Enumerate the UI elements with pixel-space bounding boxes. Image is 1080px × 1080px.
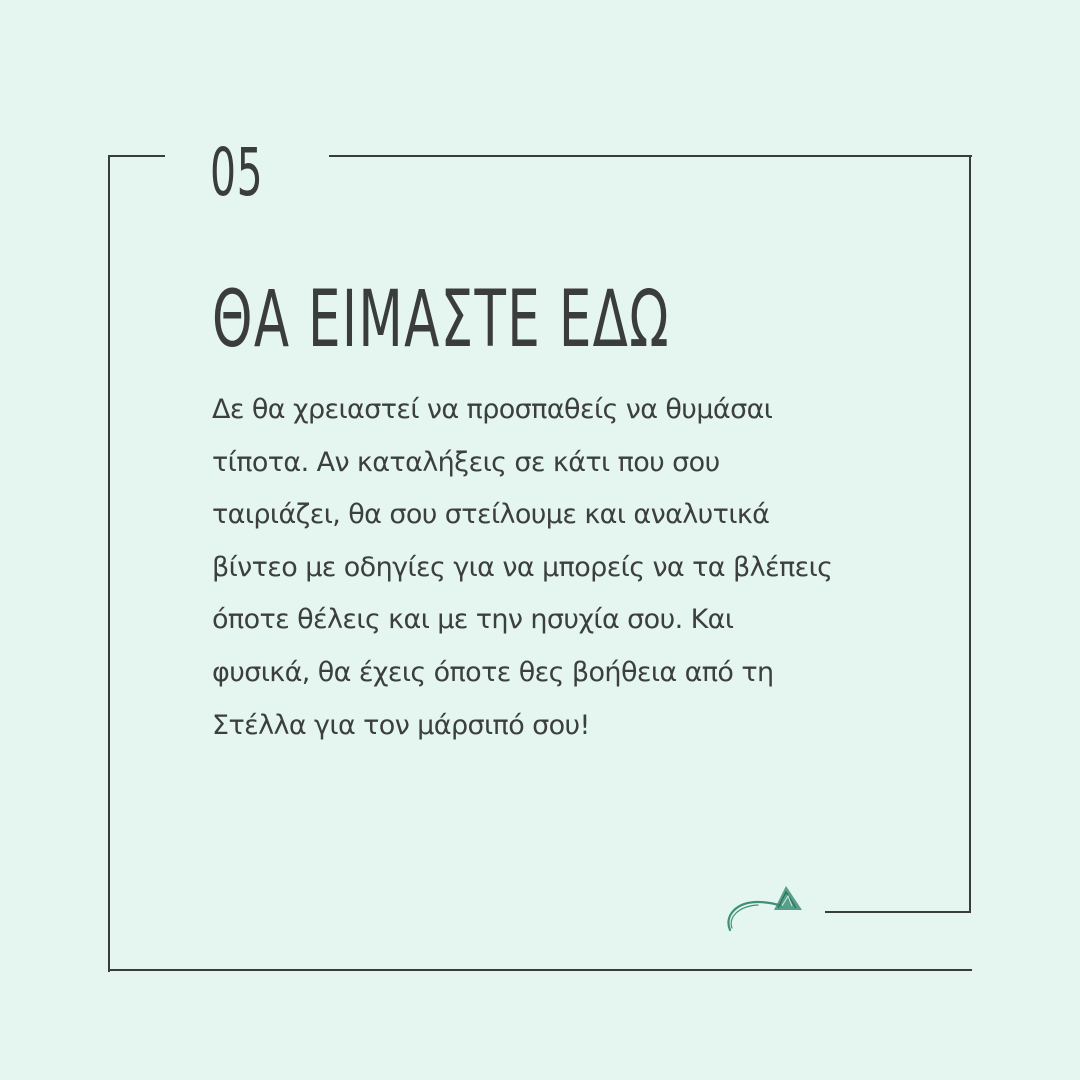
body-line: τίποτα. Αν καταλήξεις σε κάτι που σου (212, 446, 720, 478)
body-line: φυσικά, θα έχεις όποτε θες βοήθεια από τη (212, 656, 774, 688)
body-line: βίντεο με οδηγίες για να μπορείς να τα βλέπεις (212, 551, 833, 583)
frame-top-right-line (329, 155, 972, 157)
page-title: ΘΑ ΕΙΜΑΣΤΕ ΕΔΩ (212, 275, 670, 365)
body-line: όποτε θέλεις και με την ησυχία σου. Και (212, 604, 734, 636)
body-paragraph (212, 384, 902, 752)
curved-arrow-right-icon[interactable] (722, 880, 806, 936)
body-line: Στέλλα για τον μάρσιπό σου! (212, 709, 590, 741)
step-number: 05 (210, 134, 264, 211)
frame-left-line (108, 155, 110, 972)
frame-arrow-line (825, 911, 971, 913)
body-line: ταιριάζει, θα σου στείλουμε και αναλυτικά (212, 499, 770, 531)
frame-top-left-line (108, 155, 165, 157)
frame-bottom-line (108, 969, 972, 971)
body-line: Δε θα χρειαστεί να προσπαθείς να θυμάσαι (212, 394, 773, 425)
frame-right-line (969, 155, 971, 913)
